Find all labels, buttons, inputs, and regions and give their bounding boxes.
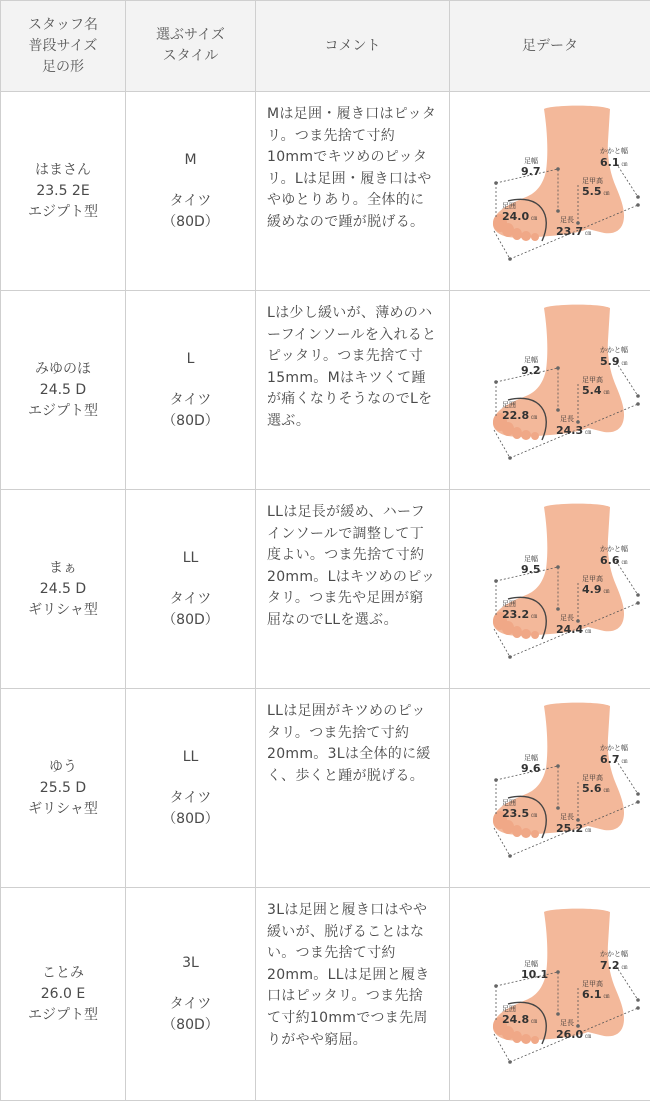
toe-5: [531, 1036, 539, 1044]
table-row: [1, 490, 650, 689]
foot-illustration: [450, 101, 650, 281]
instep-height-label: 足甲高: [582, 575, 603, 583]
girth-label: 足囲: [502, 600, 516, 608]
toe-4: [521, 1034, 531, 1044]
toe-5: [531, 830, 539, 838]
foot-illustration: [450, 499, 650, 679]
ball-width-value: 9.6: [521, 762, 541, 775]
style-name: タイツ: [169, 192, 212, 209]
style-denier: （80D）: [162, 412, 219, 429]
girth-value: 24.0 ㎝: [502, 210, 538, 223]
ball-width-value: 10.1: [521, 968, 549, 981]
header-staff: [1, 1, 126, 92]
toe-3: [512, 1031, 522, 1043]
header-row: [1, 1, 650, 92]
staff-cell: [1, 888, 126, 1101]
chosen-size: LL: [182, 549, 199, 566]
header-comment: コメント: [256, 1, 450, 92]
chosen-size: L: [186, 350, 195, 367]
header-foot-data: 足データ: [450, 1, 650, 92]
staff-name: みゆのほ: [35, 360, 91, 377]
girth-label: 足囲: [502, 1005, 516, 1013]
foot-diagram: [450, 101, 650, 281]
staff-name: ゆう: [49, 758, 77, 775]
comment-cell: [256, 689, 450, 888]
comment-text: 3Lは足囲と履き口はやや緩いが、脱げることはない。つま先捨て寸約20mm。LLは足囲と履き口はピッタリ。つま先捨て寸約10mmでつま先周りがやや窮屈。: [267, 902, 430, 1048]
instep-height-value: 6.1 ㎝: [582, 988, 610, 1001]
header-size-line-1: 選ぶサイズ: [156, 27, 225, 43]
usual-size: 23.5 2E: [36, 182, 90, 199]
heel-width-value: 6.7 ㎝: [600, 753, 628, 766]
comment-text: LLは足長が緩め、ハーフインソールで調整して丁度よい。つま先捨て寸約20mm。Lはキツめのピッタリ。つま先や足囲が窮屈なのでLLを選ぶ。: [267, 504, 436, 628]
length-label: 足長: [560, 813, 574, 821]
staff-name: まぁ: [49, 559, 77, 576]
toe-3: [512, 825, 522, 837]
comment-text: LLは足囲がキツめのピッタリ。つま先捨て寸約20mm。3Lは全体的に緩く、歩くと踵が脱げる。: [267, 703, 431, 784]
ball-width-label: 足幅: [524, 960, 538, 968]
usual-size: 24.5 D: [39, 381, 87, 398]
length-value: 24.3 ㎝: [556, 424, 592, 437]
foot-diagram: [450, 698, 650, 878]
heel-width-value: 6.6 ㎝: [600, 554, 628, 567]
foot-diagram: [450, 300, 650, 480]
foot-data-cell: [450, 689, 650, 888]
toe-3: [512, 427, 522, 439]
toe-5: [531, 631, 539, 639]
comment-cell: [256, 291, 450, 490]
table-row: [1, 888, 650, 1101]
instep-height-value: 5.4 ㎝: [582, 384, 610, 397]
style-denier: （80D）: [162, 611, 219, 628]
header-staff-line-1: スタッフ名: [28, 16, 98, 33]
ball-width-label: 足幅: [524, 754, 538, 762]
ball-width-label: 足幅: [524, 356, 538, 364]
style-name: タイツ: [169, 995, 212, 1012]
foot-data-cell: [450, 92, 650, 291]
toe-3: [512, 626, 522, 638]
girth-value: 24.8 ㎝: [502, 1013, 538, 1026]
toe-3: [512, 228, 522, 240]
staff-name: はまさん: [35, 161, 91, 178]
size-cell: [126, 689, 256, 888]
heel-width-label: かかと幅: [600, 744, 628, 752]
style-denier: （80D）: [162, 1016, 219, 1033]
size-cell: [126, 92, 256, 291]
foot-shape: ギリシャ型: [28, 800, 98, 817]
style-denier: （80D）: [162, 810, 219, 827]
length-value: 23.7 ㎝: [556, 225, 592, 238]
header-staff-line-2: 普段サイズ: [28, 37, 98, 54]
staff-name: ことみ: [42, 964, 84, 981]
staff-cell: [1, 92, 126, 291]
girth-label: 足囲: [502, 202, 516, 210]
foot-shape: ギリシャ型: [28, 601, 98, 618]
foot-illustration: [450, 300, 650, 480]
length-value: 26.0 ㎝: [556, 1028, 592, 1041]
instep-height-value: 5.5 ㎝: [582, 185, 610, 198]
instep-height-label: 足甲高: [582, 774, 603, 782]
girth-label: 足囲: [502, 401, 516, 409]
foot-diagram: [450, 904, 650, 1084]
girth-value: 23.5 ㎝: [502, 807, 538, 820]
usual-size: 25.5 D: [39, 779, 87, 796]
comment-cell: [256, 490, 450, 689]
usual-size: 26.0 E: [40, 985, 86, 1002]
foot-data-cell: [450, 490, 650, 689]
foot-illustration: [450, 904, 650, 1084]
heel-width-label: かかと幅: [600, 950, 628, 958]
heel-width-label: かかと幅: [600, 545, 628, 553]
length-value: 24.4 ㎝: [556, 623, 592, 636]
style-name: タイツ: [169, 789, 212, 806]
length-label: 足長: [560, 415, 574, 423]
length-label: 足長: [560, 1019, 574, 1027]
foot-data-cell: [450, 291, 650, 490]
instep-height-label: 足甲高: [582, 376, 603, 384]
size-cell: [126, 291, 256, 490]
foot-shape: エジプト型: [28, 203, 98, 220]
instep-height-label: 足甲高: [582, 980, 603, 988]
instep-height-value: 4.9 ㎝: [582, 583, 610, 596]
foot-data-cell: [450, 888, 650, 1101]
table-row: [1, 689, 650, 888]
header-size: [126, 1, 256, 92]
usual-size: 24.5 D: [39, 580, 87, 597]
header-staff-line-3: 足の形: [42, 58, 84, 75]
girth-label: 足囲: [502, 799, 516, 807]
chosen-size: 3L: [182, 954, 199, 971]
header-size-line-2: スタイル: [162, 48, 219, 64]
girth-value: 23.2 ㎝: [502, 608, 538, 621]
chosen-size: M: [184, 151, 197, 168]
instep-height-value: 5.6 ㎝: [582, 782, 610, 795]
table-row: [1, 291, 650, 490]
comment-text: Lは少し緩いが、薄めのハーフインソールを入れるとピッタリ。つま先捨て寸15mm。Mはキツくて踵が痛くなりそうなのでLを選ぶ。: [267, 305, 437, 429]
comment-cell: [256, 92, 450, 291]
toe-5: [531, 432, 539, 440]
toe-4: [521, 828, 531, 838]
toe-4: [521, 231, 531, 241]
toe-4: [521, 629, 531, 639]
style-name: タイツ: [169, 391, 212, 408]
heel-width-value: 7.2 ㎝: [600, 959, 628, 972]
table-row: [1, 92, 650, 291]
length-value: 25.2 ㎝: [556, 822, 592, 835]
size-cell: [126, 888, 256, 1101]
heel-width-value: 6.1 ㎝: [600, 156, 628, 169]
chosen-size: LL: [182, 748, 199, 765]
instep-height-label: 足甲高: [582, 177, 603, 185]
ball-width-value: 9.5: [521, 563, 541, 576]
heel-width-label: かかと幅: [600, 147, 628, 155]
foot-shape: エジプト型: [28, 1006, 98, 1023]
comment-cell: [256, 888, 450, 1101]
foot-shape: エジプト型: [28, 402, 98, 419]
foot-diagram: [450, 499, 650, 679]
comment-text: Mは足囲・履き口はピッタリ。つま先捨て寸約10mmでキツめのピッタリ。Lは足囲・履き口はややゆとりあり。全体的に緩めなので踵が脱げる。: [267, 106, 437, 230]
ball-width-label: 足幅: [524, 157, 538, 165]
ball-width-value: 9.2: [521, 364, 541, 377]
heel-width-value: 5.9 ㎝: [600, 355, 628, 368]
toe-5: [531, 233, 539, 241]
heel-width-label: かかと幅: [600, 346, 628, 354]
style-denier: （80D）: [162, 213, 219, 230]
size-cell: [126, 490, 256, 689]
staff-cell: [1, 490, 126, 689]
girth-value: 22.8 ㎝: [502, 409, 538, 422]
staff-cell: [1, 291, 126, 490]
style-name: タイツ: [169, 590, 212, 607]
ball-width-value: 9.7: [521, 165, 541, 178]
length-label: 足長: [560, 216, 574, 224]
length-label: 足長: [560, 614, 574, 622]
staff-cell: [1, 689, 126, 888]
foot-illustration: [450, 698, 650, 878]
ball-width-label: 足幅: [524, 555, 538, 563]
toe-4: [521, 430, 531, 440]
